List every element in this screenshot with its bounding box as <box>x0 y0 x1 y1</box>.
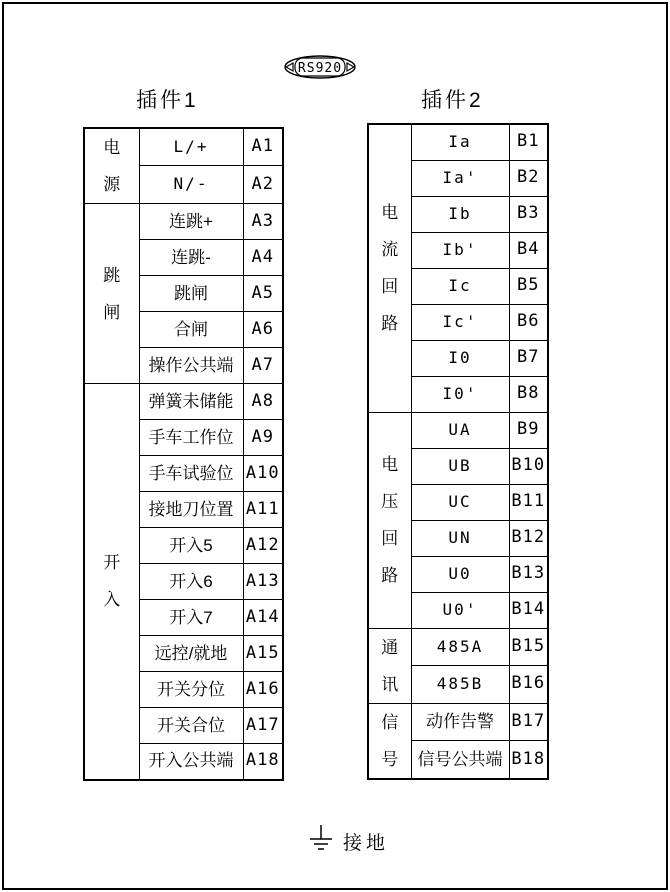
terminal-function-label: Ib <box>411 196 509 232</box>
terminal-pin-number: A16 <box>243 672 283 708</box>
terminal-pin-number: A17 <box>243 708 283 744</box>
terminal-pin-number: B7 <box>509 340 548 376</box>
terminal-function-label: 开入公共端 <box>139 744 243 780</box>
terminal-pin-number: A2 <box>243 166 283 204</box>
plug2-title: 插件2 <box>421 89 484 112</box>
terminal-pin-number: B3 <box>509 196 548 232</box>
terminal-function-label: Ic' <box>411 304 509 340</box>
group-label <box>368 124 411 412</box>
table-row <box>368 124 548 160</box>
table-row <box>84 204 283 240</box>
terminal-function-label: 开关合位 <box>139 708 243 744</box>
terminal-pin-number: B13 <box>509 556 548 592</box>
terminal-pin-number: A7 <box>243 348 283 384</box>
terminal-pin-number: A5 <box>243 276 283 312</box>
terminal-pin-number: A13 <box>243 564 283 600</box>
terminal-function-label: N/- <box>139 166 243 204</box>
terminal-function-label: 弹簧未储能 <box>139 384 243 420</box>
group-label <box>368 703 411 779</box>
terminal-function-label: UB <box>411 448 509 484</box>
terminal-function-label: 远控/就地 <box>139 636 243 672</box>
terminal-function-label: UA <box>411 412 509 448</box>
terminal-function-label: UN <box>411 520 509 556</box>
terminal-pin-number: A6 <box>243 312 283 348</box>
terminal-pin-number: B8 <box>509 376 548 412</box>
table-row <box>84 384 283 420</box>
terminal-function-label: Ia <box>411 124 509 160</box>
terminal-function-label: 信号公共端 <box>411 741 509 779</box>
terminal-pin-number: B2 <box>509 160 548 196</box>
terminal-function-label: 手车工作位 <box>139 420 243 456</box>
terminal-pin-number: B1 <box>509 124 548 160</box>
terminal-function-label: 开入5 <box>139 528 243 564</box>
plug2-terminal-table <box>367 123 549 780</box>
table-row <box>368 412 548 448</box>
brand-logo <box>283 54 357 82</box>
terminal-function-label: 操作公共端 <box>139 348 243 384</box>
terminal-pin-number: A12 <box>243 528 283 564</box>
terminal-pin-number: A15 <box>243 636 283 672</box>
terminal-function-label: 开入7 <box>139 600 243 636</box>
terminal-pin-number: A3 <box>243 204 283 240</box>
terminal-pin-number: B17 <box>509 703 548 741</box>
terminal-function-label: I0 <box>411 340 509 376</box>
terminal-function-label: Ib' <box>411 232 509 268</box>
group-label <box>368 412 411 628</box>
terminal-pin-number: A4 <box>243 240 283 276</box>
terminal-pin-number: B4 <box>509 232 548 268</box>
terminal-function-label: 连跳- <box>139 240 243 276</box>
terminal-function-label: 485A <box>411 628 509 666</box>
terminal-pin-number: B18 <box>509 741 548 779</box>
ground-icon <box>306 822 336 856</box>
group-label-text: 通讯 <box>381 637 399 694</box>
terminal-pin-number: A18 <box>243 744 283 780</box>
terminal-function-label: U0' <box>411 592 509 628</box>
terminal-function-label: U0 <box>411 556 509 592</box>
terminal-function-label: 485B <box>411 666 509 704</box>
ground-label: 接地 <box>343 833 390 854</box>
terminal-function-label: 动作告警 <box>411 703 509 741</box>
group-label-text: 开入 <box>103 553 121 610</box>
terminal-function-label: 合闸 <box>139 312 243 348</box>
group-label-text: 信号 <box>381 712 399 769</box>
terminal-function-label: 接地刀位置 <box>139 492 243 528</box>
terminal-pin-number: A14 <box>243 600 283 636</box>
terminal-function-label: UC <box>411 484 509 520</box>
terminal-pin-number: B15 <box>509 628 548 666</box>
terminal-function-label: L/+ <box>139 128 243 166</box>
terminal-pin-number: A8 <box>243 384 283 420</box>
terminal-function-label: 开入6 <box>139 564 243 600</box>
terminal-pin-number: B12 <box>509 520 548 556</box>
terminal-function-label: Ic <box>411 268 509 304</box>
terminal-function-label: 手车试验位 <box>139 456 243 492</box>
plug1-title: 插件1 <box>136 89 199 112</box>
group-label-text: 电流回路 <box>381 203 399 334</box>
brand-logo-ellipse <box>283 54 357 82</box>
terminal-pin-number: A1 <box>243 128 283 166</box>
plug1-terminal-table <box>83 127 284 781</box>
group-label <box>368 628 411 703</box>
group-label <box>84 204 139 384</box>
table-row <box>84 128 283 166</box>
terminal-pin-number: B10 <box>509 448 548 484</box>
terminal-function-label: I0' <box>411 376 509 412</box>
terminal-pin-number: A9 <box>243 420 283 456</box>
terminal-pin-number: B16 <box>509 666 548 704</box>
terminal-pin-number: B11 <box>509 484 548 520</box>
terminal-function-label: Ia' <box>411 160 509 196</box>
terminal-pin-number: B6 <box>509 304 548 340</box>
terminal-pin-number: B5 <box>509 268 548 304</box>
terminal-pin-number: B14 <box>509 592 548 628</box>
terminal-function-label: 连跳+ <box>139 204 243 240</box>
group-label-text: 电源 <box>103 138 121 194</box>
table-row <box>368 628 548 666</box>
group-label <box>84 384 139 780</box>
terminal-function-label: 跳闸 <box>139 276 243 312</box>
brand-logo-text: RS920 <box>297 61 343 76</box>
group-label-text: 跳闸 <box>103 265 121 322</box>
terminal-function-label: 开关分位 <box>139 672 243 708</box>
table-row <box>368 703 548 741</box>
group-label-text: 电压回路 <box>381 455 399 585</box>
terminal-pin-number: A11 <box>243 492 283 528</box>
group-label <box>84 128 139 204</box>
terminal-pin-number: A10 <box>243 456 283 492</box>
terminal-pin-number: B9 <box>509 412 548 448</box>
